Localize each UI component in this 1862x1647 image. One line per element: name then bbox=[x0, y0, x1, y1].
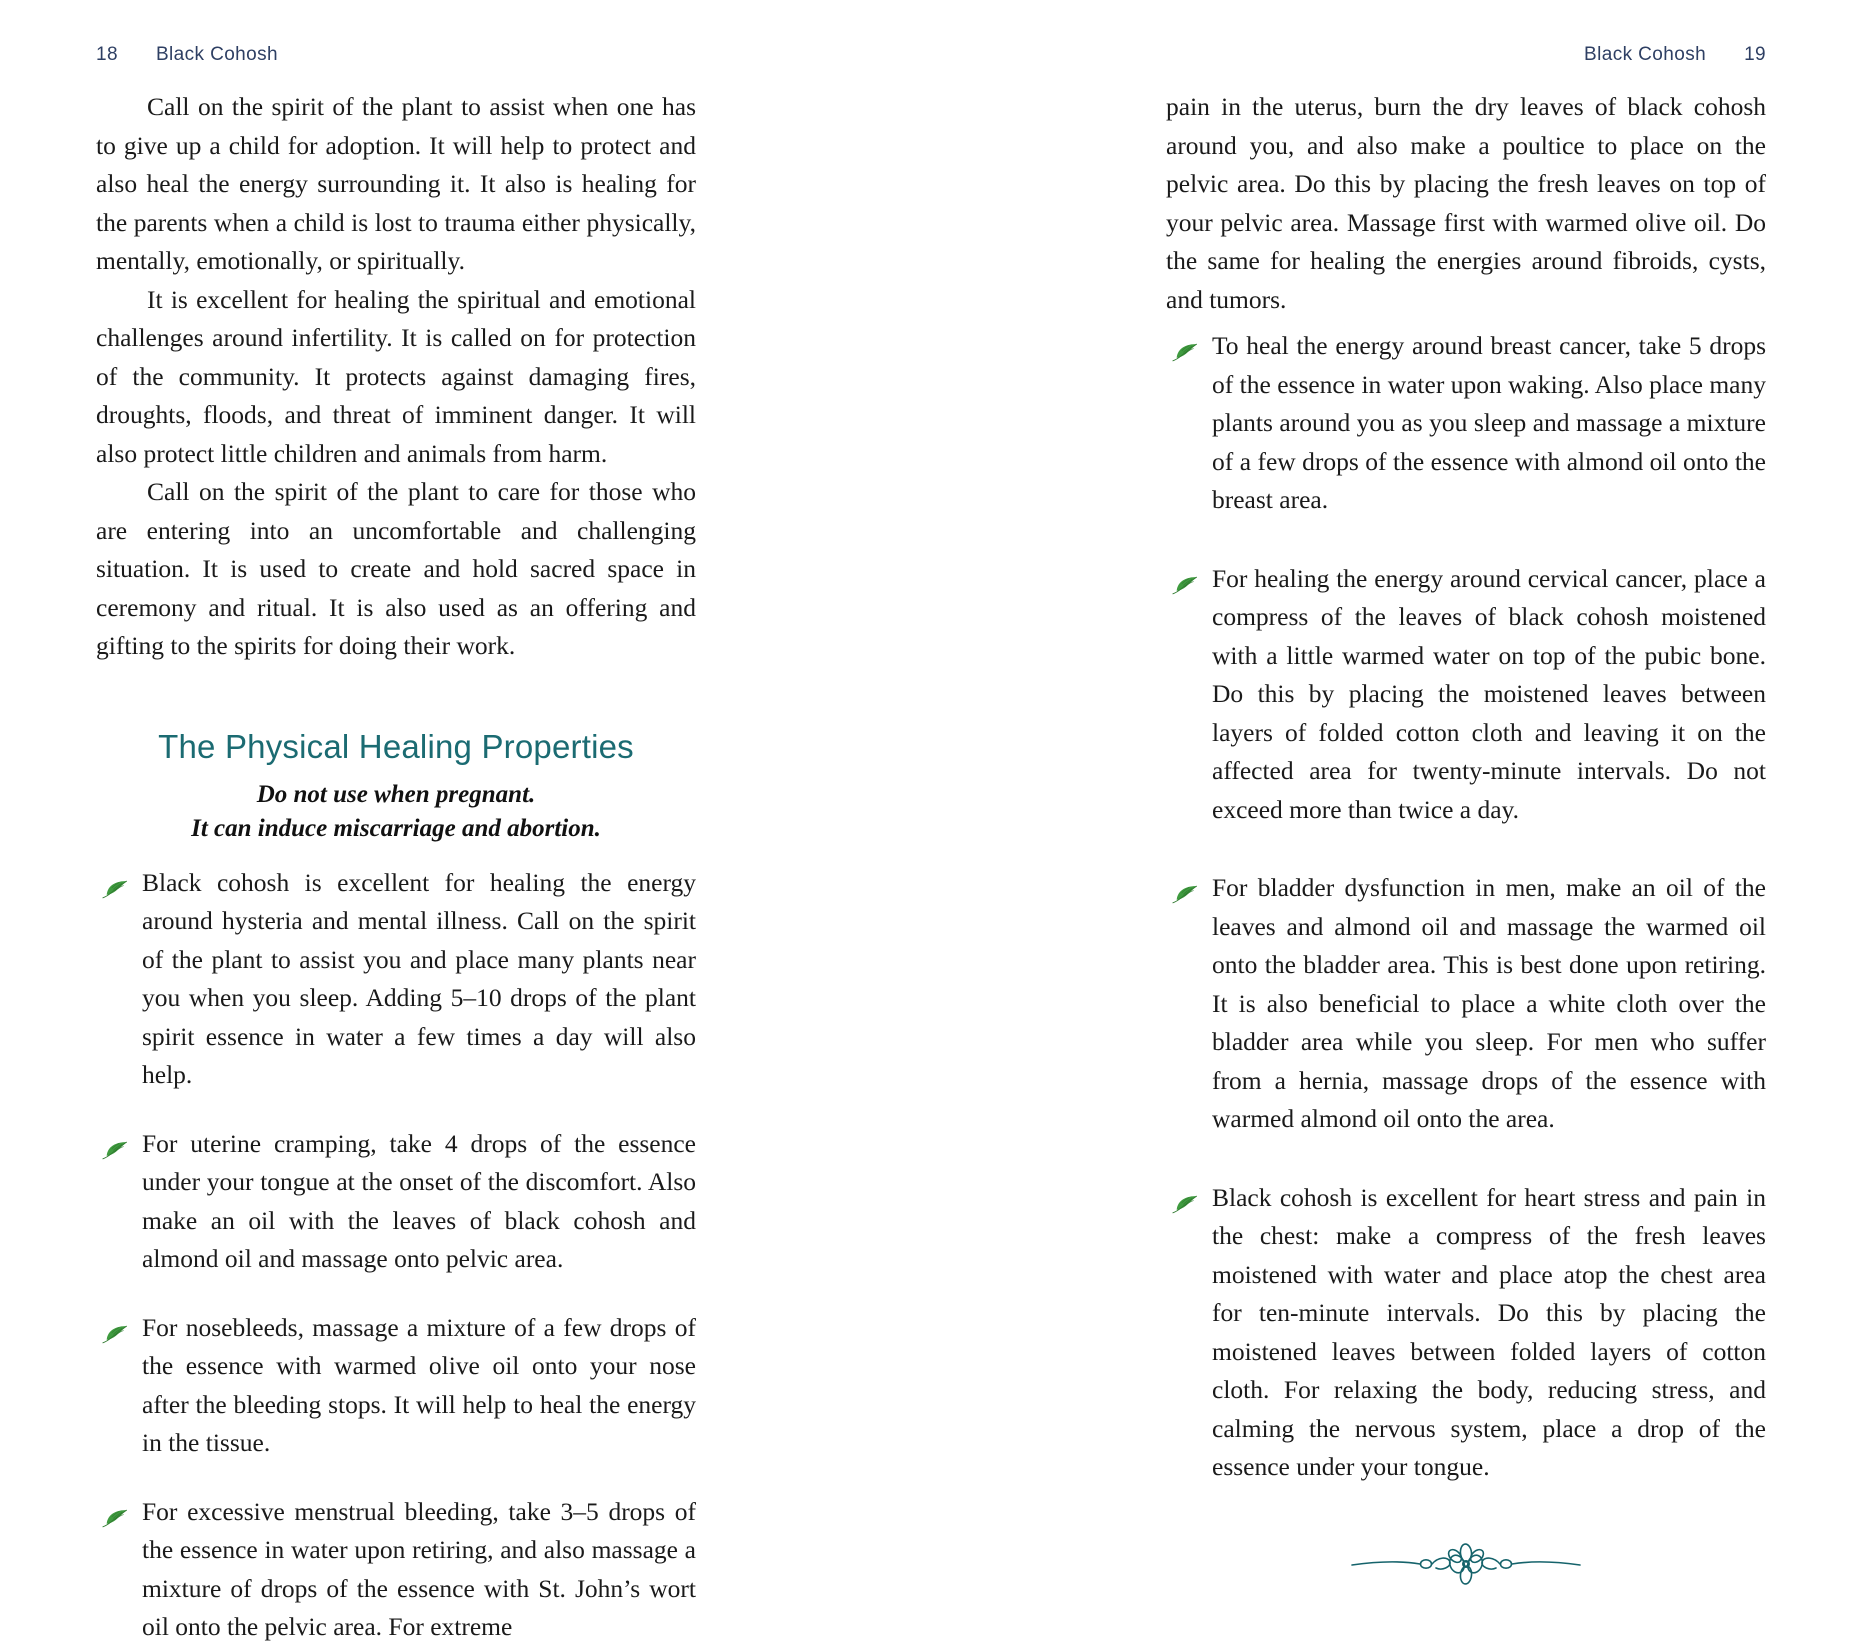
page-folio-right: 19 bbox=[1744, 44, 1766, 65]
spacer bbox=[1166, 319, 1766, 327]
running-head-title-left: Black Cohosh bbox=[155, 44, 278, 65]
list-item bbox=[1166, 869, 1766, 1139]
list-item-text: To heal the energy around breast cancer, take 5 drops of the essence in water upon waking. Also place many plants around you as you sleep and massage a mixture of a few drops of the essence with almond oil onto the breast area. bbox=[1212, 331, 1766, 514]
leaf-icon bbox=[1172, 1188, 1198, 1208]
floral-ornament-icon bbox=[1350, 1541, 1582, 1587]
section-heading: The Physical Healing Properties bbox=[158, 727, 634, 765]
page-left-column bbox=[96, 88, 696, 1647]
list-item bbox=[96, 1493, 696, 1647]
list-item bbox=[1166, 1179, 1766, 1487]
list-item bbox=[96, 1309, 696, 1463]
paragraph: It is excellent for healing the spiritual and emotional challenges around infertility. It is called on for protection of the community. It protects against damaging fires, droughts, floods, and threat of imminent danger. It will also protect little children and animals from harm. bbox=[96, 284, 696, 468]
list-item-text: For uterine cramping, take 4 drops of the essence under your tongue at the onset of the discomfort. Also make an oil with the leaves of black cohosh and almond oil and massage onto pelvic area. bbox=[142, 1128, 696, 1273]
running-head-title-right: Black Cohosh bbox=[1584, 44, 1707, 65]
list-item-text: Black cohosh is excellent for heart stress and pain in the chest: make a compress of the fresh leaves moistened with water and place atop the chest area for ten-minute intervals. Do this by placing the moistened leaves between folded layers of cotton cloth. For relaxing the body, reducing stress, and calming the nervous system, place a drop of the essence under your tongue. bbox=[1212, 1182, 1766, 1481]
list-item-text: For nosebleeds, massage a mixture of a few drops of the essence with warmed olive oil onto your nose after the bleeding stops. It will help to heal the energy in the tissue. bbox=[142, 1312, 696, 1457]
leaf-icon bbox=[102, 1318, 128, 1338]
warning-block bbox=[96, 778, 696, 846]
continued-paragraph: pain in the uterus, burn the dry leaves of black cohosh around you, and also make a poultice to place on the pelvic area. Do this by placing the fresh leaves on top of your pelvic area. Massage first with warmed olive oil. Do the same for healing the energies around fibroids, cysts, and tumors. bbox=[1166, 92, 1766, 314]
leaf-icon bbox=[102, 873, 128, 893]
page-folio-left: 18 bbox=[96, 44, 118, 65]
healing-properties-list-left bbox=[96, 864, 696, 1647]
list-item-text: Black cohosh is excellent for healing the energy around hysteria and mental illness. Call on the spirit of the plant to assist you and place many plants near you when you sleep. Adding 5–10 drops of the plant spirit essence in water a few times a day will also help. bbox=[142, 867, 696, 1089]
warning-line: Do not use when pregnant. bbox=[256, 780, 536, 808]
list-item bbox=[96, 864, 696, 1095]
healing-properties-list-right bbox=[1166, 327, 1766, 1487]
list-item bbox=[1166, 327, 1766, 520]
leaf-icon bbox=[1172, 878, 1198, 898]
leaf-icon bbox=[102, 1134, 128, 1154]
running-heads bbox=[0, 0, 1862, 65]
paragraph: Call on the spirit of the plant to assist when one has to give up a child for adoption. It will help to protect and also heal the energy surrounding it. It also is healing for the parents when a child is lost to trauma either physically, mentally, emotionally, or spiritually. bbox=[96, 92, 696, 275]
list-item bbox=[1166, 560, 1766, 830]
leaf-icon bbox=[1172, 336, 1198, 356]
list-item bbox=[96, 1125, 696, 1279]
page-right-column bbox=[1166, 88, 1766, 1647]
list-item-text: For excessive menstrual bleeding, take 3–5 drops of the essence in water upon retiring, and also massage a mixture of drops of the essence with St. John’s wort oil onto the pelvic area. For extreme bbox=[142, 1496, 696, 1641]
leaf-icon bbox=[1172, 569, 1198, 589]
warning-line: It can induce miscarriage and abortion. bbox=[191, 814, 601, 842]
paragraph: Call on the spirit of the plant to care for those who are entering into an uncomfortable and challenging situation. It is used to create and hold sacred space in ceremony and ritual. It is also used as an offering and gifting to the spirits for doing their work. bbox=[96, 477, 696, 660]
page-columns bbox=[0, 56, 1862, 1647]
leaf-icon bbox=[102, 1502, 128, 1522]
list-item-text: For bladder dysfunction in men, make an oil of the leaves and almond oil and massage the warmed oil onto the bladder area. This is best done upon retiring. It is also beneficial to place a white cloth over the bladder area while you sleep. For men who suffer from a hernia, massage drops of the essence with warmed almond oil onto the area. bbox=[1212, 873, 1766, 1133]
list-item-text: For healing the energy around cervical cancer, place a compress of the leaves of black cohosh moistened with a little warmed water on top of the pubic bone. Do this by placing the moistened leaves between layers of folded cotton cloth and leaving it on the affected area for twenty-minute intervals. Do not exceed more than twice a day. bbox=[1212, 563, 1766, 824]
